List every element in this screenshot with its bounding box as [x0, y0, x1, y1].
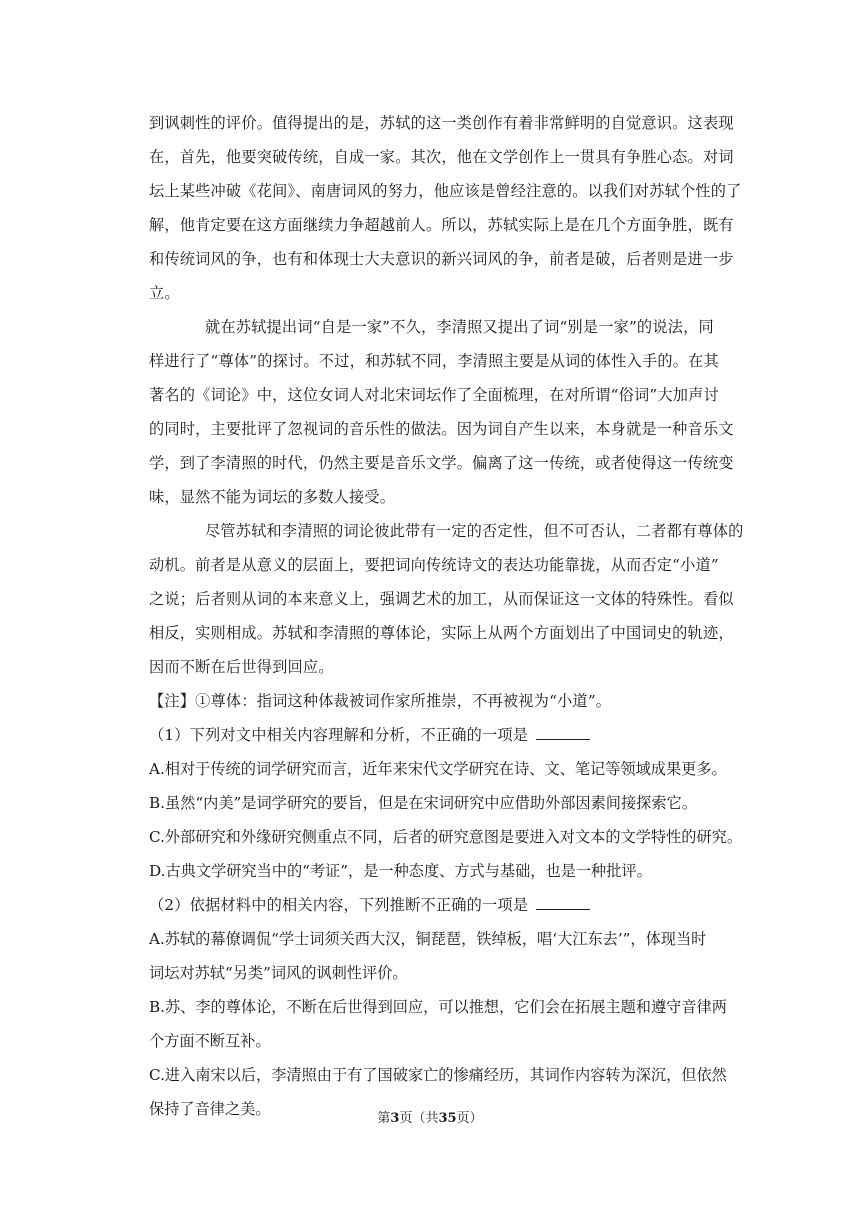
option-c: C.外部研究和外缘研究侧重点不同，后者的研究意图是要进入对文本的文学特性的研究。: [149, 828, 743, 846]
question-1: [149, 718, 743, 888]
question-stem-text: （2）依据材料中的相关内容，下列推断不正确的一项是: [149, 896, 529, 914]
answer-blank: [536, 895, 590, 910]
text-line: 尽管苏轼和李清照的词论彼此带有一定的否定性，但不可否认，二者都有尊体的: [205, 522, 744, 540]
text-line: 学，到了李清照的时代，仍然主要是音乐文学。偏离了这一传统，或者使得这一传统变: [149, 454, 734, 472]
footer-prefix: 第: [377, 1111, 391, 1126]
text-line: 相反，实则相成。苏轼和李清照的尊体论，实际上从两个方面划出了中国词史的轨迹，: [149, 624, 734, 642]
paragraph-1: [149, 106, 742, 310]
option-a: A.相对于传统的词学研究而言，近年来宋代文学研究在诗、文、笔记等领域成果更多。: [149, 760, 727, 778]
footer-middle: 页（共: [399, 1111, 439, 1126]
option-b: B.虽然“内美”是词学研究的要旨，但是在宋词研究中应借助外部因素间接探索它。: [149, 794, 697, 812]
text-line: 和传统词风的争，也有和体现士大夫意识的新兴词风的争，前者是破，后者则是进一步: [149, 250, 734, 268]
text-line: 动机。前者是从意义的层面上，要把词向传统诗文的表达功能靠拢，从而否定“小道”: [149, 556, 719, 574]
paragraph-3: [149, 514, 744, 684]
question-stem: [149, 888, 733, 922]
text-line: 的同时，主要批评了忽视词的音乐性的做法。因为词自产生以来，本身就是一种音乐文: [149, 420, 734, 438]
text-line: 味，显然不能为词坛的多数人接受。: [149, 488, 396, 506]
question-stem: [149, 718, 733, 752]
option-a-continued: 词坛对苏轼“另类”词风的讽刺性评价。: [149, 964, 408, 982]
text-line: 在，首先，他要突破传统，自成一家。其次，他在文学创作上一贯具有争胜心态。对词: [149, 148, 734, 166]
text-line: 解，他肯定要在这方面继续力争超越前人。所以，苏轼实际上是在几个方面争胜，既有: [149, 216, 734, 234]
question-2: [149, 888, 733, 1126]
option-c: C.进入南宋以后，李清照由于有了国破家亡的惨痛经历，其词作内容转为深沉，但依然: [149, 1066, 727, 1084]
page-footer: [0, 1110, 860, 1128]
option-b: B.苏、李的尊体论，不断在后世得到回应，可以推想，它们会在拓展主题和遵守音律两: [149, 998, 727, 1016]
question-stem-text: （1）下列对文中相关内容理解和分析，不正确的一项是: [149, 726, 529, 744]
footer-suffix: 页）: [456, 1111, 483, 1126]
footnote: 【注】①尊体：指词这种体裁被词作家所推崇，不再被视为“小道”。: [149, 692, 612, 710]
option-c-continued: 保持了音律之美。: [149, 1100, 271, 1118]
text-line: 样进行了“尊体”的探讨。不过，和苏轼不同，李清照主要是从词的体性入手的。在其: [149, 352, 719, 370]
document-body: [149, 106, 744, 1126]
text-line: 到讽刺性的评价。值得提出的是，苏轼的这一类创作有着非常鲜明的自觉意识。这表现: [149, 114, 734, 132]
text-line: 之说；后者则从词的本来意义上，强调艺术的加工，从而保证这一文体的特殊性。看似: [149, 590, 734, 608]
footer-total-pages: 35: [438, 1111, 457, 1126]
answer-blank: [536, 725, 590, 740]
text-line: 立。: [149, 284, 180, 302]
paragraph-2: [149, 310, 733, 514]
text-line: 就在苏轼提出词“自是一家”不久，李清照又提出了词“别是一家”的说法，同: [205, 318, 714, 336]
option-d: D.古典文学研究当中的“考证”，是一种态度、方式与基础，也是一种批评。: [149, 862, 652, 880]
option-a: A.苏轼的幕僚调侃“学士词须关西大汉，铜琵琶，铁绰板，唱‘大江东去’”，体现当时: [149, 930, 707, 948]
text-line: 因而不断在后世得到回应。: [149, 658, 334, 676]
footer-page-number: 3: [390, 1111, 400, 1126]
text-line: 坛上某些冲破《花间》、南唐词风的努力，他应该是曾经注意的。以我们对苏轼个性的了: [149, 182, 742, 200]
option-b-continued: 个方面不断互补。: [149, 1032, 271, 1050]
text-line: 著名的《词论》中，这位女词人对北宋词坛作了全面梳理，在对所谓“俗词”大加声讨: [149, 386, 719, 404]
